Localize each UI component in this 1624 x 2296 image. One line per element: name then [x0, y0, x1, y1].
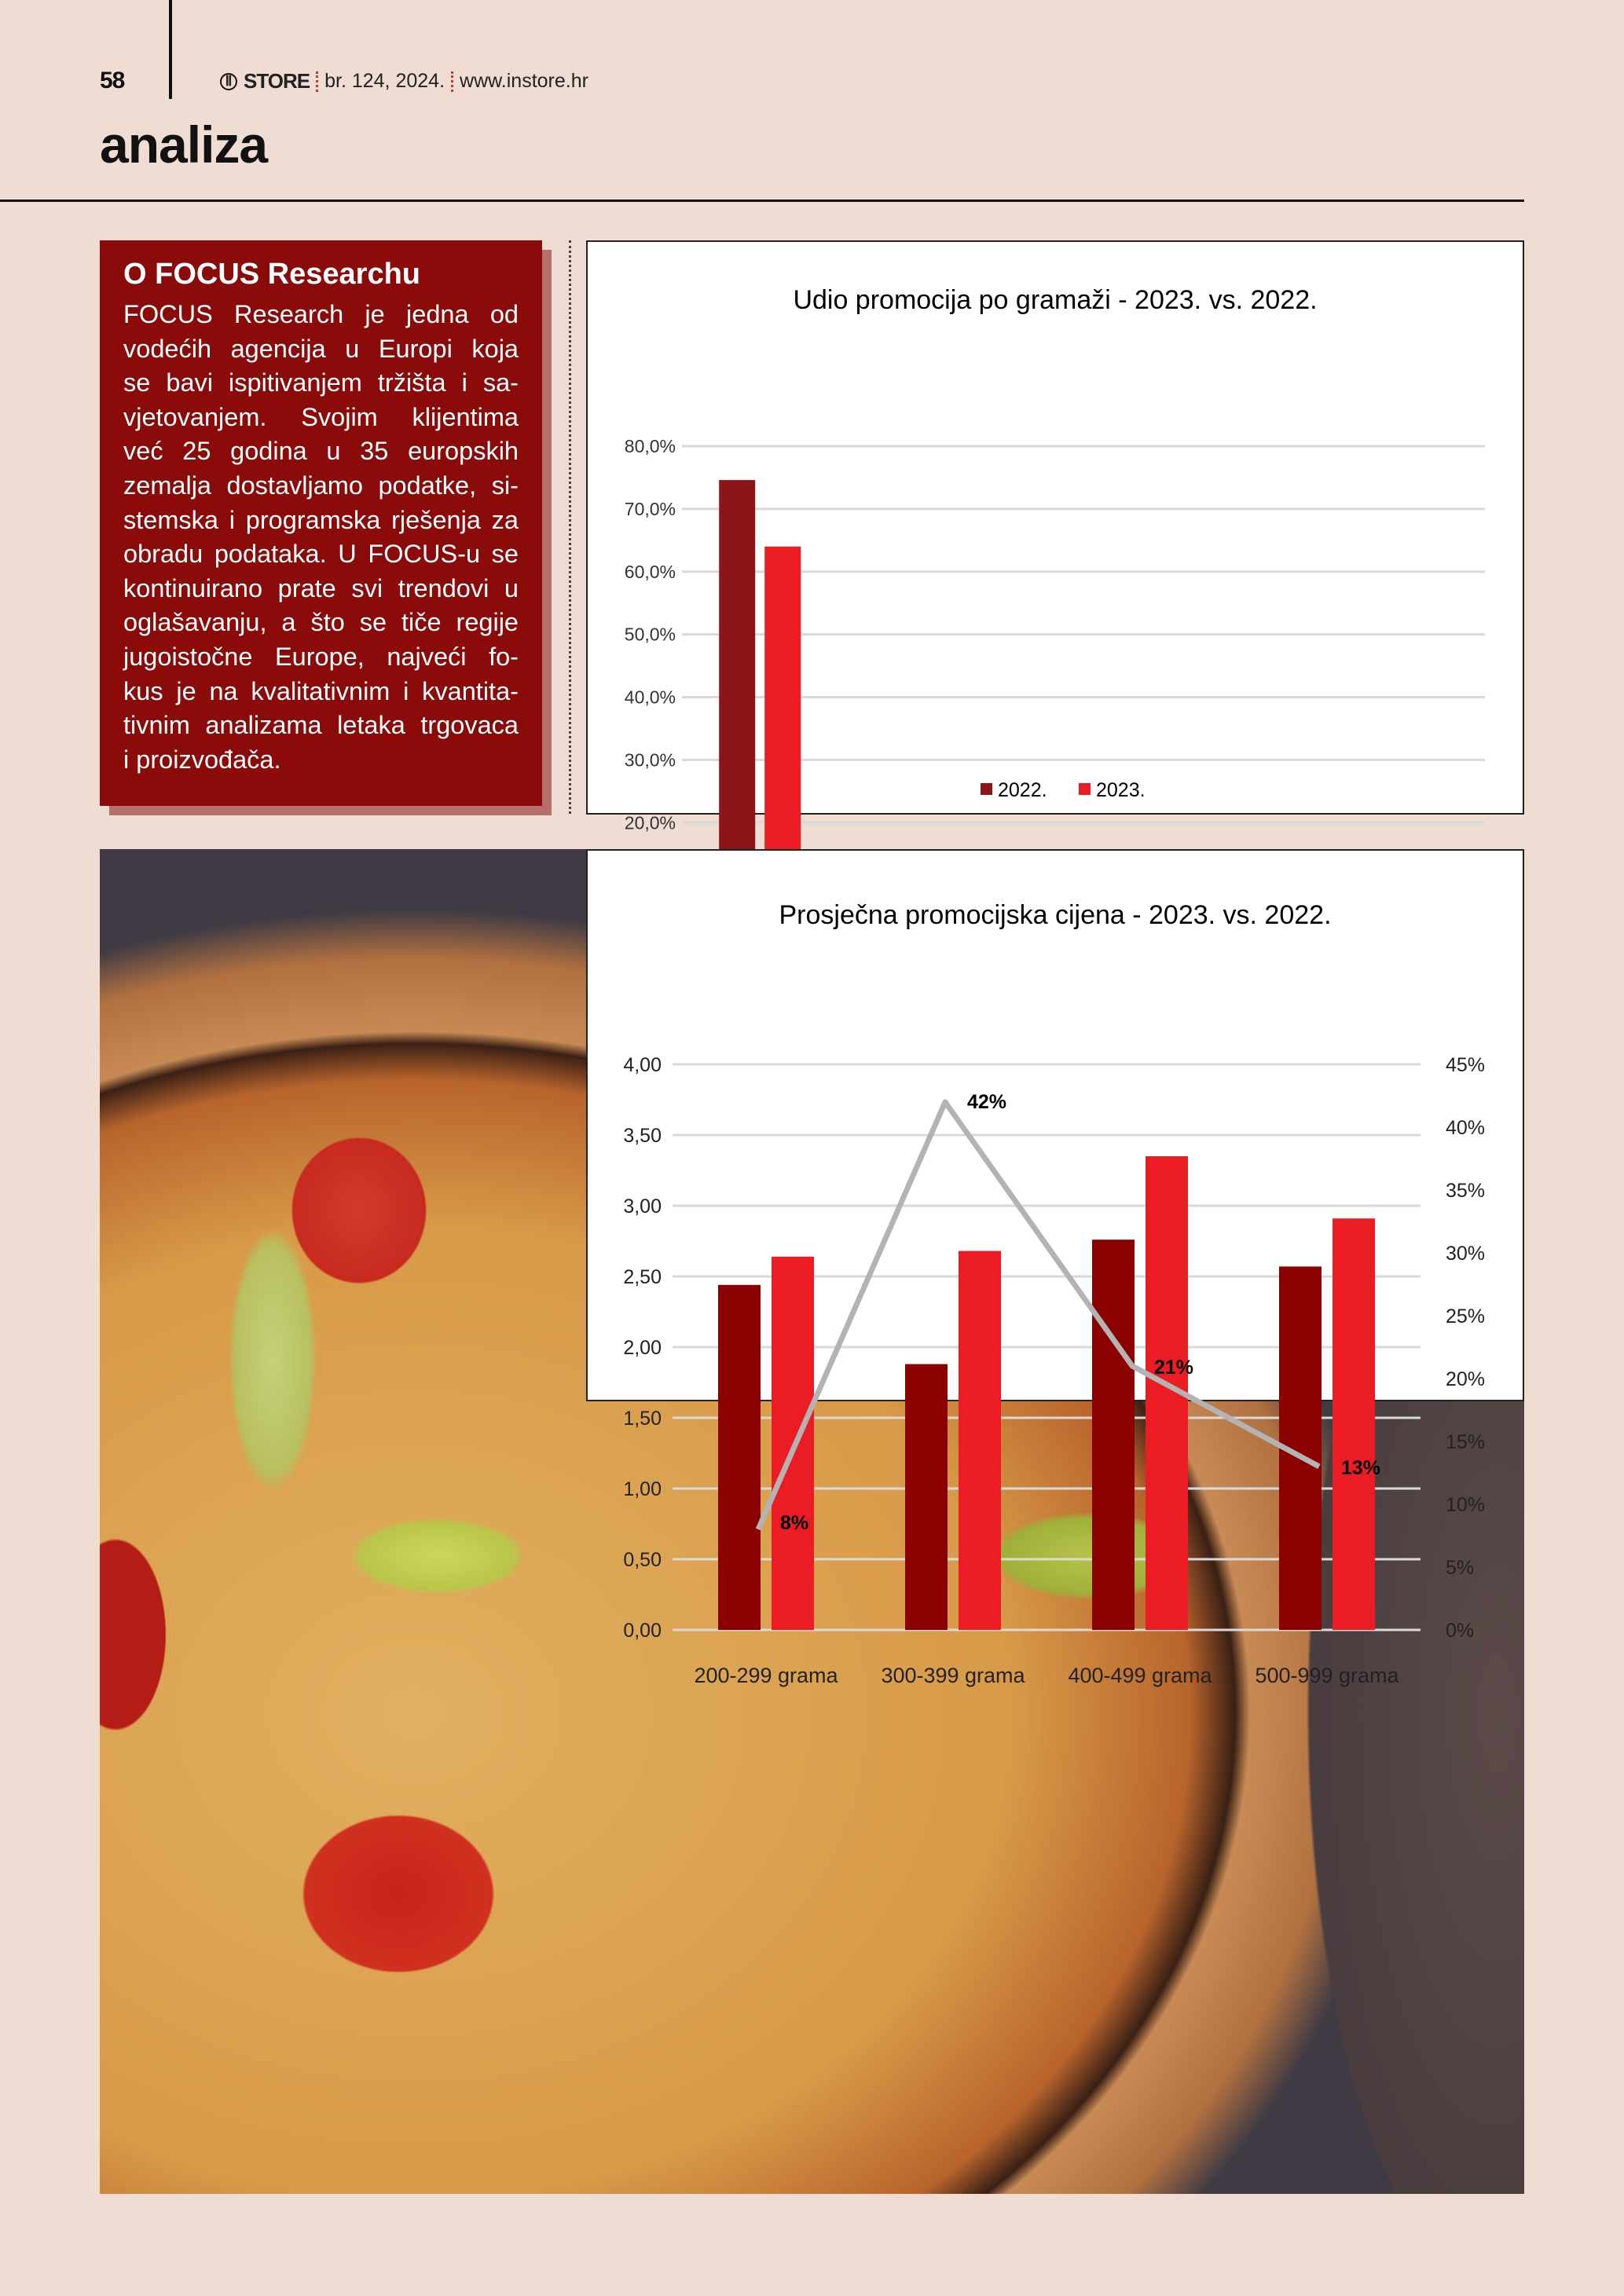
- x-tick-label: 500-999 grama: [1255, 1664, 1399, 1687]
- y-tick-label: 4,00: [623, 1054, 662, 1076]
- y-tick-label: 2,50: [623, 1266, 662, 1288]
- website-link[interactable]: www.instore.hr: [460, 70, 588, 92]
- y2-tick-label: 5%: [1446, 1557, 1475, 1579]
- box-text-line: već 25 godina u 35 europskih: [123, 437, 519, 466]
- y-tick-label: 60,0%: [624, 561, 676, 582]
- chart-promotion-share: [586, 240, 1524, 833]
- bar-2022-2: [1092, 1240, 1135, 1630]
- y-tick-label: 20,0%: [624, 812, 676, 833]
- box-text-line: kontinuirano prate svi trendovi u: [123, 573, 519, 602]
- box-text-line: tivnim analizama letaka trgovaca: [123, 711, 519, 740]
- focus-info-box: [100, 240, 542, 806]
- brand-name: STORE: [244, 69, 310, 93]
- box-text-line: se bavi ispitivanjem tržišta i sa-: [123, 368, 519, 397]
- header-divider: [169, 0, 172, 99]
- box-text-line: obradu podataka. U FOCUS-u se: [123, 540, 519, 569]
- y2-tick-label: 25%: [1446, 1305, 1486, 1327]
- in-logo-icon: Ⅱ: [220, 73, 237, 90]
- page-number: 58: [100, 68, 125, 93]
- bar-2023-3: [1333, 1218, 1375, 1630]
- y2-tick-label: 40%: [1446, 1117, 1486, 1139]
- chart-average-price: [586, 849, 1524, 1687]
- y-tick-label: 50,0%: [624, 624, 676, 645]
- box-text-line: FOCUS Research je jedna od: [123, 300, 519, 328]
- box-text-line: i proizvođača.: [123, 745, 281, 774]
- y-tick-label: 2,00: [623, 1337, 662, 1359]
- bar-2022-1: [905, 1364, 948, 1630]
- issue-number: br. 124, 2024.: [324, 70, 445, 92]
- y2-tick-label: 15%: [1446, 1431, 1486, 1453]
- box-text-line: kus je na kvalitativnim i kvantita-: [123, 676, 519, 705]
- y2-tick-label: 0%: [1446, 1620, 1475, 1642]
- y2-tick-label: 35%: [1446, 1180, 1486, 1202]
- y-tick-label: 3,50: [623, 1125, 662, 1147]
- x-tick-label: 400-499 grama: [1068, 1664, 1212, 1687]
- header-rule: [0, 200, 1524, 202]
- legend-swatch: [981, 783, 992, 795]
- line-data-label: 13%: [1341, 1457, 1381, 1479]
- box-text-line: zemalja dostavljamo podatke, si-: [123, 471, 519, 500]
- y-tick-label: 30,0%: [624, 749, 676, 771]
- chart-title: Prosječna promocijska cijena - 2023. vs. 2022.: [779, 900, 1332, 930]
- y-tick-label: 80,0%: [624, 436, 676, 456]
- bar-2022-0: [718, 1285, 761, 1630]
- line-data-label: 42%: [967, 1091, 1007, 1113]
- section-title: analiza: [100, 115, 268, 174]
- legend-label: 2022.: [998, 779, 1047, 801]
- box-text-line: stemska i programska rješenja za: [123, 505, 519, 534]
- bar-2023-1: [959, 1251, 1001, 1630]
- y-tick-label: 0,00: [623, 1620, 662, 1642]
- chart-title: Udio promocija po gramaži - 2023. vs. 2022.: [793, 285, 1318, 315]
- legend-swatch: [1079, 783, 1091, 795]
- y-tick-label: 0,50: [623, 1549, 662, 1571]
- chart-average-price-svg: [588, 851, 1523, 1687]
- y-tick-label: 40,0%: [624, 687, 676, 708]
- masthead: [220, 69, 588, 93]
- y-tick-label: 1,00: [623, 1478, 662, 1500]
- y-tick-label: 3,00: [623, 1196, 662, 1218]
- x-tick-label: 200-299 grama: [694, 1664, 838, 1687]
- separator: [451, 71, 453, 92]
- box-body: [123, 298, 519, 777]
- y-tick-label: 70,0%: [624, 498, 676, 519]
- y2-tick-label: 30%: [1446, 1243, 1486, 1265]
- line-data-label: 21%: [1154, 1357, 1194, 1379]
- box-text-line: vjetovanjem. Svojim klijentima: [123, 402, 519, 431]
- x-tick-label: 300-399 grama: [881, 1664, 1025, 1687]
- box-title: O FOCUS Researchu: [123, 258, 420, 291]
- separator: [316, 71, 318, 92]
- line-data-label: 8%: [780, 1512, 809, 1534]
- box-text-line: oglašavanju, a što se tiče regije: [123, 608, 519, 637]
- y2-tick-label: 45%: [1446, 1054, 1486, 1076]
- y2-tick-label: 10%: [1446, 1494, 1486, 1516]
- box-text-line: jugoistočne Europe, najveći fo-: [123, 642, 519, 671]
- column-divider: [569, 240, 571, 814]
- chart-promotion-share-svg: [588, 242, 1523, 833]
- bar-2023-0: [772, 1257, 814, 1630]
- y2-tick-label: 20%: [1446, 1368, 1486, 1390]
- y-tick-label: 1,50: [623, 1408, 662, 1430]
- box-text-line: vodećih agencija u Europi koja: [123, 334, 519, 363]
- legend-label: 2023.: [1096, 779, 1146, 801]
